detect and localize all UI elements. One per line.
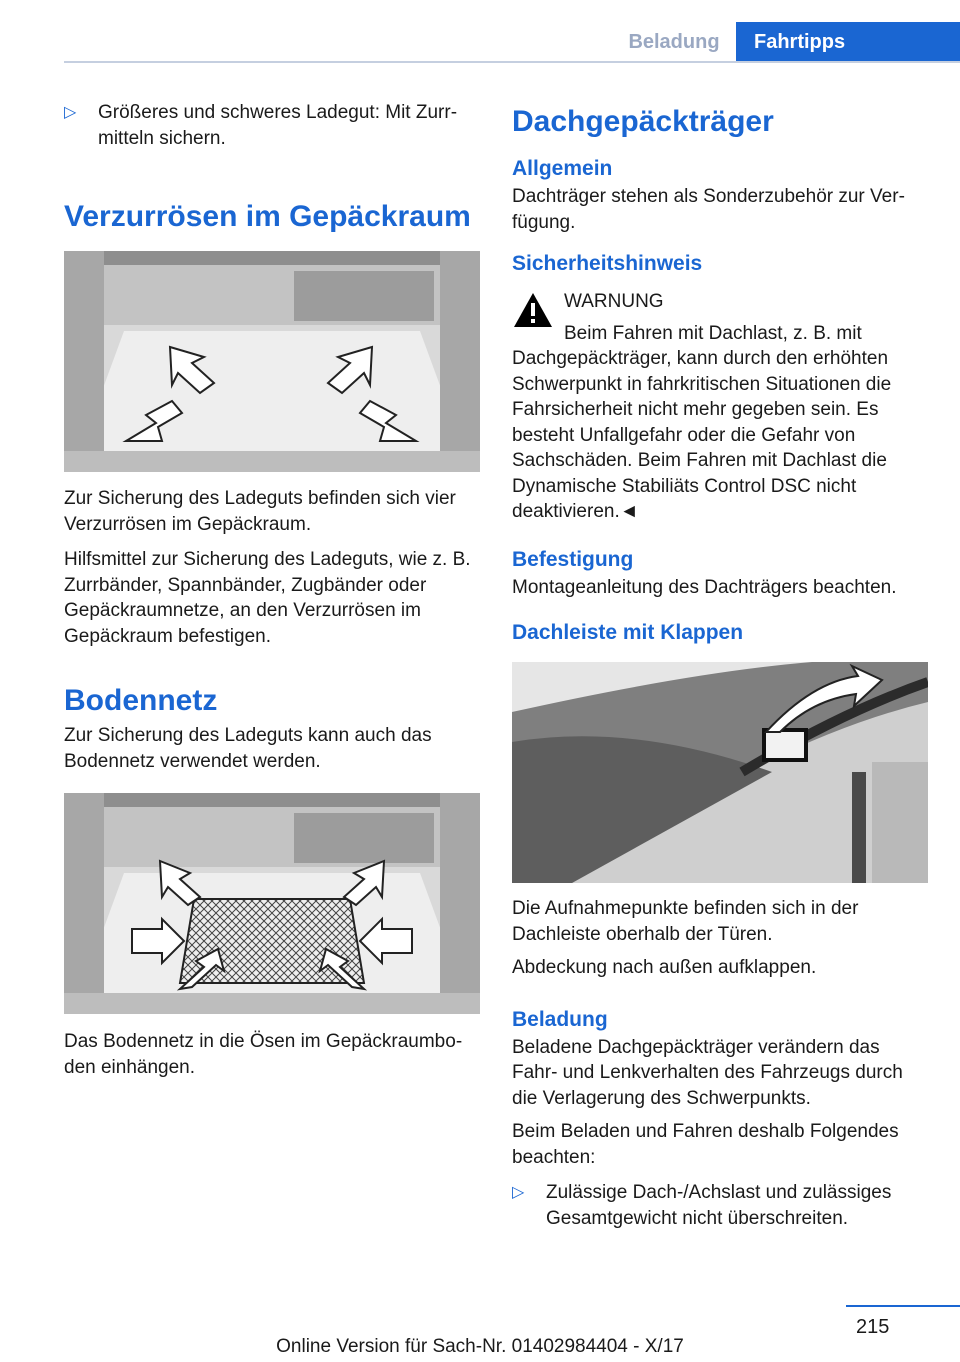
heading-dachgepaecktraeger: Dachgepäckträger <box>512 105 774 138</box>
warning-text-content: Beim Fahren mit Dachlast, z. B. mit Dachgepäckträger, kann durch den erhöhten Schwerpunkt in fahrkritischen Situationen die Fahrsicherheit nicht mehr gegeben sein. Es besteht Unfallgefahr oder die Gefahr von Sachschäden. Beim Fahren mit Dachlast die Dynamische Stabiliäts Control DSC nicht deaktivieren.◄ <box>512 322 892 522</box>
left-column <box>64 98 480 1080</box>
warning-text <box>512 321 928 525</box>
paragraph: Das Bodennetz in die Ösen im Gepäckraumboden einhängen. <box>64 1031 463 1078</box>
trunk-tie-down-photo <box>64 251 480 472</box>
tab-fahrtipps[interactable]: Fahrtipps <box>736 22 960 62</box>
list-item-text: Größeres und schweres Ladegut: Mit Zurrmitteln sichern. <box>98 102 458 149</box>
right-column <box>512 98 928 1232</box>
footer-text: Online Version für Sach-Nr. 01402984404 - X/17 <box>276 1336 684 1357</box>
paragraph: Beim Beladen und Fahren deshalb Folgendes beachten: <box>512 1121 899 1168</box>
heading-bodennetz: Bodennetz <box>64 684 218 717</box>
paragraph: Hilfsmittel zur Sicherung des Ladeguts, wie z. B. Zurrbänder, Spannbänder, Zugbänder oder Gepäckraumnetze, an den Verzurrösen im Gepäckraum befestigen. <box>64 549 471 647</box>
warning-triangle-icon <box>512 291 554 329</box>
list-item <box>64 100 480 152</box>
paragraph: Dachträger stehen als Sonderzubehör zur Verfügung. <box>512 186 905 233</box>
tab-beladung[interactable]: Beladung <box>628 31 720 53</box>
warning-title: WARNUNG <box>564 291 664 312</box>
heading-beladung: Beladung <box>512 1007 608 1031</box>
paragraph: Zur Sicherung des Ladeguts befinden sich vier Verzurrösen im Gepäckraum. <box>64 488 456 535</box>
heading-dachleiste: Dachleiste mit Klappen <box>512 621 744 644</box>
list-item-text: Zulässige Dach-/Achslast und zulässiges Gesamtgewicht nicht überschreiten. <box>546 1182 892 1229</box>
paragraph: Abdeckung nach außen aufklappen. <box>512 957 817 978</box>
page-number: 215 <box>856 1316 890 1338</box>
floor-net-photo <box>64 793 480 1014</box>
warning-block <box>512 289 928 315</box>
paragraph: Montageanleitung des Dachträgers beachten. <box>512 576 897 598</box>
heading-verzurroesen: Verzurrösen im Gepäckraum <box>64 200 471 233</box>
heading-allgemein: Allgemein <box>512 157 613 180</box>
heading-sicherheitshinweis: Sicherheitshinweis <box>512 252 703 275</box>
header-rule <box>64 61 960 63</box>
heading-befestigung: Befestigung <box>512 547 634 571</box>
triangle-bullet-icon: ▷ <box>64 104 77 121</box>
paragraph: Zur Sicherung des Ladeguts kann auch das Bodennetz verwendet werden. <box>64 725 432 772</box>
triangle-bullet-icon: ▷ <box>512 1184 525 1201</box>
paragraph: Die Aufnahmepunkte befinden sich in der Dachleiste oberhalb der Türen. <box>512 898 859 945</box>
roof-rail-photo <box>512 662 928 883</box>
paragraph: Beladene Dachgepäckträger verändern das Fahr- und Lenkverhalten des Fahrzeugs durch die Verlagerung des Schwerpunkts. <box>512 1036 903 1109</box>
list-item <box>512 1180 928 1232</box>
footer-rule <box>846 1305 960 1307</box>
